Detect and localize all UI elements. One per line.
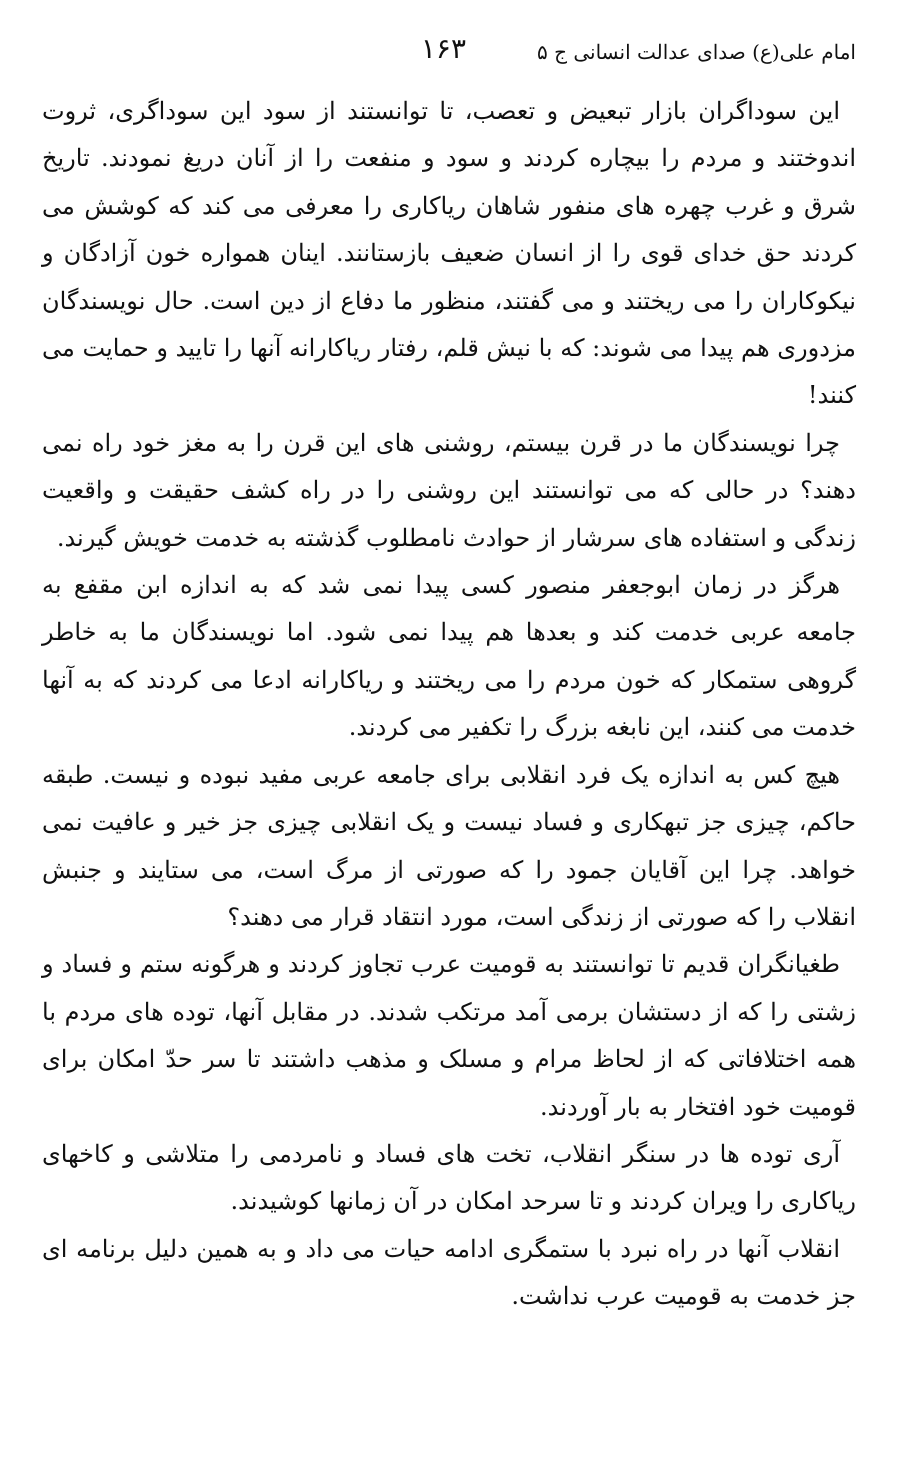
running-title: امام علی(ع) صدای عدالت انسانی ج ۵ xyxy=(536,40,856,64)
paragraph: این سوداگران بازار تبعیض و تعصب، تا توانستند از سود این سوداگری، ثروت اندوختند و مردم را بیچاره کردند و سود و منفعت را از آنان دریغ نمودند. تاریخ شرق و غرب چهره های منفور شاهان ریاکاری را معرفی می کند که کوشش می کردند حق خدای قوی را از انسان ضعیف بازستانند. اینان همواره خون آزادگان و نیکوکاران را می ریختند و می گفتند، منظور ما دفاع از دین است. حال نویسندگان مزدوری هم پیدا می شوند: که با نیش قلم، رفتار ریاکارانه آنها را تایید و حمایت می کنند! xyxy=(42,97,856,410)
paragraph: چرا نویسندگان ما در قرن بیستم، روشنی های این قرن را به مغز خود راه نمی دهند؟ در حالی که می توانستند این روشنی را در راه کشف حقیقت و واقعیت زندگی و استفاده های سرشار از حوادث نامطلوب گذشته به خدمت خویش گیرند. xyxy=(42,428,856,552)
paragraph: آری توده ها در سنگر انقلاب، تخت های فساد و نامردمی را متلاشی و کاخهای ریاکاری را ویران کردند و تا سرحد امکان در آن زمانها کوشیدند. xyxy=(42,1139,856,1216)
paragraph: طغیانگران قدیم تا توانستند به قومیت عرب تجاوز کردند و هرگونه ستم و فساد و زشتی را که از دستشان برمی آمد مرتکب شدند. در مقابل آنها، توده های مردم با همه اختلافاتی که از لحاظ مرام و مسلک و مذهب داشتند تا سر حدّ امکان برای قومیت خود افتخار به بار آوردند. xyxy=(42,950,857,1121)
paragraph: هیچ کس به اندازه یک فرد انقلابی برای جامعه عربی مفید نبوده و نیست. طبقه حاکم، چیزی جز تبهکاری و فساد نیست و یک انقلابی چیزی جز خیر و عافیت نمی خواهد. چرا این آقایان جمود را که صورتی از مرگ است، می ستایند و جنبش انقلاب را که صورتی از زندگی است، مورد انتقاد قرار می دهند؟ xyxy=(42,760,856,931)
book-page xyxy=(42,30,856,1321)
paragraph: هرگز در زمان ابوجعفر منصور کسی پیدا نمی شد که به اندازه ابن مقفع به جامعه عربی خدمت کند و بعدها هم پیدا نمی شود. اما نویسندگان ما به خاطر گروهی ستمکار که خون مردم را می ریختند و ریاکارانه ادعا می کردند که به آنها خدمت می کنند، این نابغه بزرگ را تکفیر می کردند. xyxy=(42,571,856,742)
page-header xyxy=(42,30,856,74)
paragraph: انقلاب آنها در راه نبرد با ستمگری ادامه حیات می داد و به همین دلیل برنامه ای جز خدمت به قومیت عرب نداشت. xyxy=(42,1234,856,1311)
page-number: ۱۶۳ xyxy=(420,32,466,65)
body-text xyxy=(42,88,856,1321)
